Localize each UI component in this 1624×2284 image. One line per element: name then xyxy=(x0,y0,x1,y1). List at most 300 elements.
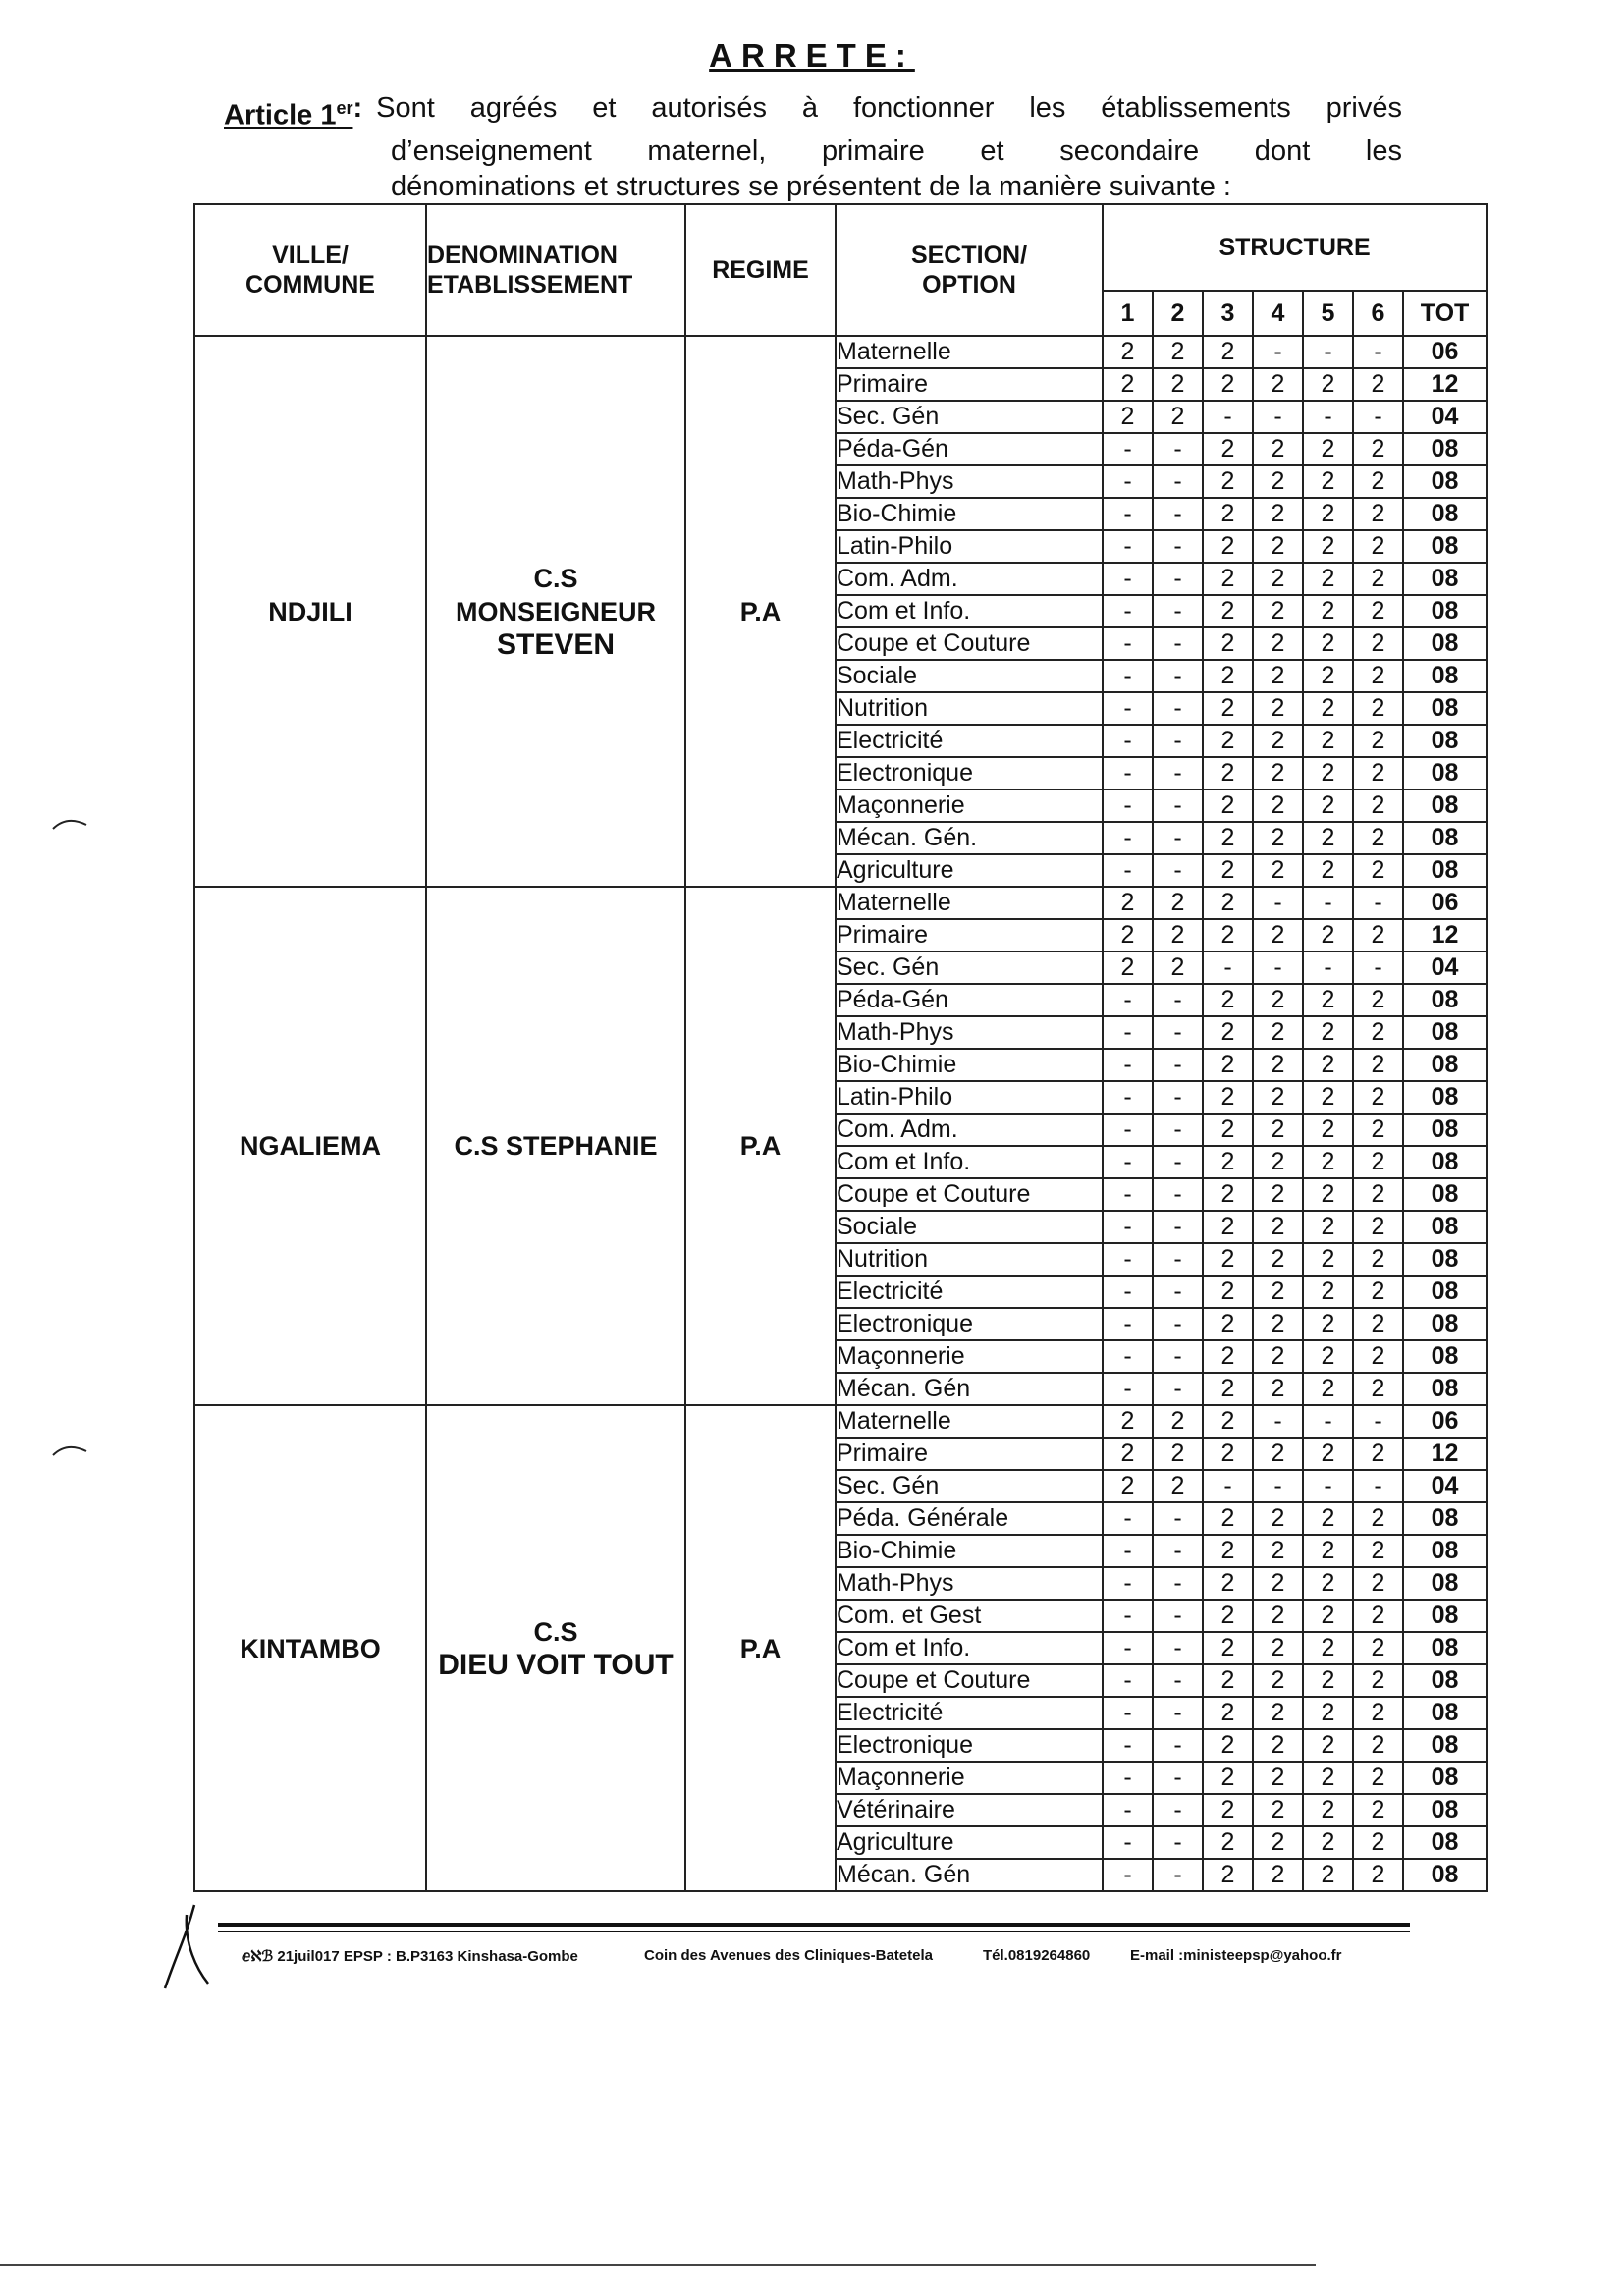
regime-cell: P.A xyxy=(685,887,836,1405)
class-value-cell: - xyxy=(1103,1049,1153,1081)
class-value-cell: - xyxy=(1103,692,1153,725)
class-value-cell: 2 xyxy=(1253,368,1303,401)
section-cell: Nutrition xyxy=(836,692,1103,725)
section-cell: Bio-Chimie xyxy=(836,1535,1103,1567)
total-cell: 08 xyxy=(1403,595,1487,627)
class-value-cell: - xyxy=(1103,1762,1153,1794)
total-cell: 04 xyxy=(1403,1470,1487,1502)
class-value-cell: 2 xyxy=(1353,1535,1403,1567)
total-cell: 08 xyxy=(1403,1664,1487,1697)
class-value-cell: 2 xyxy=(1303,1762,1353,1794)
class-value-cell: 2 xyxy=(1353,1826,1403,1859)
class-value-cell: 2 xyxy=(1203,725,1253,757)
total-cell: 08 xyxy=(1403,854,1487,887)
denomination-cell xyxy=(426,1405,685,1891)
class-value-cell: 2 xyxy=(1253,1697,1303,1729)
section-cell: Electricité xyxy=(836,725,1103,757)
class-value-cell: 2 xyxy=(1253,854,1303,887)
class-value-cell: - xyxy=(1153,822,1203,854)
class-value-cell: - xyxy=(1103,1081,1153,1114)
class-value-cell: 2 xyxy=(1253,1146,1303,1178)
class-value-cell: 2 xyxy=(1203,336,1253,368)
class-value-cell: - xyxy=(1103,1373,1153,1405)
class-value-cell: 2 xyxy=(1353,1178,1403,1211)
class-value-cell: 2 xyxy=(1303,1016,1353,1049)
footer-rule-thin xyxy=(218,1931,1410,1932)
total-cell: 08 xyxy=(1403,692,1487,725)
header-class-6: 6 xyxy=(1353,291,1403,336)
class-value-cell: 2 xyxy=(1253,984,1303,1016)
class-value-cell: - xyxy=(1103,1600,1153,1632)
class-value-cell: 2 xyxy=(1353,1762,1403,1794)
denomination-line: DIEU VOIT TOUT xyxy=(438,1648,674,1681)
class-value-cell: 2 xyxy=(1153,887,1203,919)
section-cell: Maçonnerie xyxy=(836,789,1103,822)
section-cell: Primaire xyxy=(836,919,1103,952)
class-value-cell: 2 xyxy=(1303,1600,1353,1632)
page-title: ARRETE: xyxy=(709,37,915,74)
class-value-cell: - xyxy=(1153,1697,1203,1729)
table-row xyxy=(194,336,1487,368)
class-value-cell: 2 xyxy=(1353,1567,1403,1600)
article-line-3: dénominations et structures se présentent de la manière suivante : xyxy=(391,170,1231,202)
article-label: Article 1er xyxy=(224,98,353,132)
class-value-cell: 2 xyxy=(1253,1535,1303,1567)
class-value-cell: 2 xyxy=(1253,498,1303,530)
class-value-cell: 2 xyxy=(1353,1081,1403,1114)
class-value-cell: 2 xyxy=(1303,757,1353,789)
class-value-cell: 2 xyxy=(1353,1114,1403,1146)
denomination-line: C.S xyxy=(533,563,578,593)
section-cell: Maternelle xyxy=(836,1405,1103,1438)
footer-email: E-mail :ministeepsp@yahoo.fr xyxy=(1130,1947,1342,1964)
class-value-cell: - xyxy=(1153,692,1203,725)
class-value-cell: - xyxy=(1153,660,1203,692)
class-value-cell: 2 xyxy=(1153,1438,1203,1470)
footer-phone: Tél.0819264860 xyxy=(983,1947,1091,1964)
class-value-cell: 2 xyxy=(1203,1178,1253,1211)
class-value-cell: 2 xyxy=(1303,627,1353,660)
class-value-cell: 2 xyxy=(1253,1502,1303,1535)
class-value-cell: - xyxy=(1303,887,1353,919)
class-value-cell: 2 xyxy=(1303,1632,1353,1664)
class-value-cell: 2 xyxy=(1353,789,1403,822)
class-value-cell: 2 xyxy=(1303,1340,1353,1373)
class-value-cell: 2 xyxy=(1253,1114,1303,1146)
class-value-cell: - xyxy=(1153,1794,1203,1826)
section-cell: Mécan. Gén xyxy=(836,1373,1103,1405)
ville-cell: NDJILI xyxy=(194,336,426,887)
class-value-cell: 2 xyxy=(1353,1016,1403,1049)
class-value-cell: 2 xyxy=(1203,1211,1253,1243)
class-value-cell: - xyxy=(1153,1502,1203,1535)
class-value-cell: 2 xyxy=(1303,563,1353,595)
class-value-cell: 2 xyxy=(1203,465,1253,498)
class-value-cell: 2 xyxy=(1253,1016,1303,1049)
class-value-cell: - xyxy=(1153,1081,1203,1114)
total-cell: 12 xyxy=(1403,919,1487,952)
class-value-cell: 2 xyxy=(1253,1826,1303,1859)
class-value-cell: 2 xyxy=(1203,498,1253,530)
class-value-cell: 2 xyxy=(1303,1438,1353,1470)
class-value-cell: - xyxy=(1103,1697,1153,1729)
class-value-cell: - xyxy=(1103,1276,1153,1308)
class-value-cell: - xyxy=(1153,595,1203,627)
class-value-cell: 2 xyxy=(1153,336,1203,368)
class-value-cell: 2 xyxy=(1253,789,1303,822)
total-cell: 08 xyxy=(1403,563,1487,595)
class-value-cell: 2 xyxy=(1303,854,1353,887)
class-value-cell: 2 xyxy=(1353,1146,1403,1178)
class-value-cell: 2 xyxy=(1253,1859,1303,1891)
class-value-cell: - xyxy=(1303,952,1353,984)
class-value-cell: 2 xyxy=(1353,1340,1403,1373)
ville-cell: NGALIEMA xyxy=(194,887,426,1405)
section-cell: Agriculture xyxy=(836,854,1103,887)
total-cell: 04 xyxy=(1403,952,1487,984)
class-value-cell: 2 xyxy=(1253,530,1303,563)
section-cell: Nutrition xyxy=(836,1243,1103,1276)
section-cell: Com et Info. xyxy=(836,1146,1103,1178)
class-value-cell: - xyxy=(1153,1308,1203,1340)
section-cell: Maternelle xyxy=(836,336,1103,368)
class-value-cell: 2 xyxy=(1353,757,1403,789)
article-line-1: Sont agréés et autorisés à fonctionner les établissements privés xyxy=(376,92,1402,124)
section-cell: Com. et Gest xyxy=(836,1600,1103,1632)
class-value-cell: 2 xyxy=(1303,1114,1353,1146)
total-cell: 08 xyxy=(1403,1211,1487,1243)
class-value-cell: 2 xyxy=(1253,1762,1303,1794)
class-value-cell: - xyxy=(1253,401,1303,433)
total-cell: 06 xyxy=(1403,887,1487,919)
class-value-cell: 2 xyxy=(1353,465,1403,498)
total-cell: 08 xyxy=(1403,1632,1487,1664)
class-value-cell: - xyxy=(1203,1470,1253,1502)
class-value-cell: - xyxy=(1153,984,1203,1016)
total-cell: 08 xyxy=(1403,984,1487,1016)
class-value-cell: 2 xyxy=(1203,757,1253,789)
class-value-cell: 2 xyxy=(1253,1308,1303,1340)
class-value-cell: - xyxy=(1203,401,1253,433)
class-value-cell: 2 xyxy=(1253,1600,1303,1632)
class-value-cell: 2 xyxy=(1153,952,1203,984)
class-value-cell: 2 xyxy=(1353,1276,1403,1308)
class-value-cell: - xyxy=(1353,1405,1403,1438)
total-cell: 08 xyxy=(1403,1276,1487,1308)
class-value-cell: - xyxy=(1253,952,1303,984)
total-cell: 08 xyxy=(1403,1535,1487,1567)
header-class-1: 1 xyxy=(1103,291,1153,336)
class-value-cell: 2 xyxy=(1353,595,1403,627)
class-value-cell: 2 xyxy=(1353,627,1403,660)
class-value-cell: 2 xyxy=(1103,887,1153,919)
class-value-cell: - xyxy=(1103,595,1153,627)
class-value-cell: 2 xyxy=(1203,1114,1253,1146)
class-value-cell: - xyxy=(1103,1664,1153,1697)
class-value-cell: 2 xyxy=(1253,1567,1303,1600)
class-value-cell: 2 xyxy=(1303,368,1353,401)
class-value-cell: - xyxy=(1103,1243,1153,1276)
regime-cell: P.A xyxy=(685,1405,836,1891)
class-value-cell: 2 xyxy=(1353,984,1403,1016)
class-value-cell: 2 xyxy=(1253,465,1303,498)
class-value-cell: - xyxy=(1353,887,1403,919)
total-cell: 08 xyxy=(1403,465,1487,498)
class-value-cell: 2 xyxy=(1203,1243,1253,1276)
footer-address: Coin des Avenues des Cliniques-Batetela xyxy=(644,1947,933,1964)
class-value-cell: - xyxy=(1303,1470,1353,1502)
class-value-cell: - xyxy=(1153,498,1203,530)
class-value-cell: - xyxy=(1153,1762,1203,1794)
header-class-5: 5 xyxy=(1303,291,1353,336)
class-value-cell: 2 xyxy=(1253,1340,1303,1373)
footer xyxy=(242,1947,1420,1965)
class-value-cell: 2 xyxy=(1353,1243,1403,1276)
ville-cell: KINTAMBO xyxy=(194,1405,426,1891)
class-value-cell: 2 xyxy=(1303,1049,1353,1081)
class-value-cell: 2 xyxy=(1253,563,1303,595)
class-value-cell: - xyxy=(1103,984,1153,1016)
class-value-cell: 2 xyxy=(1103,1438,1153,1470)
class-value-cell: 2 xyxy=(1303,1243,1353,1276)
section-cell: Mécan. Gén xyxy=(836,1859,1103,1891)
class-value-cell: - xyxy=(1353,1470,1403,1502)
class-value-cell: 2 xyxy=(1253,692,1303,725)
class-value-cell: 2 xyxy=(1253,1729,1303,1762)
section-cell: Com. Adm. xyxy=(836,563,1103,595)
class-value-cell: 2 xyxy=(1303,1373,1353,1405)
class-value-cell: - xyxy=(1253,1405,1303,1438)
total-cell: 08 xyxy=(1403,498,1487,530)
total-cell: 08 xyxy=(1403,1016,1487,1049)
class-value-cell: 2 xyxy=(1203,789,1253,822)
total-cell: 08 xyxy=(1403,725,1487,757)
class-value-cell: - xyxy=(1103,1178,1153,1211)
class-value-cell: 2 xyxy=(1253,1373,1303,1405)
class-value-cell: 2 xyxy=(1303,789,1353,822)
total-cell: 08 xyxy=(1403,1178,1487,1211)
class-value-cell: 2 xyxy=(1103,1405,1153,1438)
class-value-cell: 2 xyxy=(1203,595,1253,627)
total-cell: 08 xyxy=(1403,1502,1487,1535)
header-structure: STRUCTURE xyxy=(1103,204,1487,291)
section-cell: Primaire xyxy=(836,368,1103,401)
class-value-cell: - xyxy=(1103,789,1153,822)
section-cell: Vétérinaire xyxy=(836,1794,1103,1826)
class-value-cell: 2 xyxy=(1203,984,1253,1016)
class-value-cell: - xyxy=(1153,465,1203,498)
class-value-cell: - xyxy=(1253,336,1303,368)
class-value-cell: 2 xyxy=(1303,725,1353,757)
class-value-cell: 2 xyxy=(1203,822,1253,854)
class-value-cell: 2 xyxy=(1103,1470,1153,1502)
class-value-cell: - xyxy=(1153,1729,1203,1762)
header-ville: VILLE/ COMMUNE xyxy=(194,204,426,336)
class-value-cell: 2 xyxy=(1353,1859,1403,1891)
header-regime: REGIME xyxy=(685,204,836,336)
total-cell: 08 xyxy=(1403,822,1487,854)
section-cell: Coupe et Couture xyxy=(836,1664,1103,1697)
class-value-cell: 2 xyxy=(1303,1535,1353,1567)
section-cell: Electronique xyxy=(836,1308,1103,1340)
section-cell: Péda-Gén xyxy=(836,984,1103,1016)
class-value-cell: 2 xyxy=(1353,1697,1403,1729)
class-value-cell: 2 xyxy=(1203,1535,1253,1567)
class-value-cell: 2 xyxy=(1103,919,1153,952)
class-value-cell: - xyxy=(1153,1600,1203,1632)
class-value-cell: 2 xyxy=(1303,1664,1353,1697)
class-value-cell: 2 xyxy=(1203,1340,1253,1373)
class-value-cell: 2 xyxy=(1303,1794,1353,1826)
class-value-cell: 2 xyxy=(1253,1081,1303,1114)
class-value-cell: - xyxy=(1153,1567,1203,1600)
class-value-cell: 2 xyxy=(1103,401,1153,433)
class-value-cell: - xyxy=(1203,952,1253,984)
class-value-cell: 2 xyxy=(1203,1826,1253,1859)
section-cell: Com et Info. xyxy=(836,1632,1103,1664)
total-cell: 08 xyxy=(1403,1567,1487,1600)
class-value-cell: - xyxy=(1103,1567,1153,1600)
class-value-cell: 2 xyxy=(1153,401,1203,433)
denomination-line: C.S xyxy=(533,1616,578,1647)
total-cell: 08 xyxy=(1403,1762,1487,1794)
class-value-cell: 2 xyxy=(1203,660,1253,692)
total-cell: 08 xyxy=(1403,1081,1487,1114)
class-value-cell: 2 xyxy=(1203,1632,1253,1664)
class-value-cell: 2 xyxy=(1103,368,1153,401)
class-value-cell: - xyxy=(1103,1794,1153,1826)
class-value-cell: 2 xyxy=(1353,1308,1403,1340)
section-cell: Sociale xyxy=(836,1211,1103,1243)
establishments-table xyxy=(193,203,1488,1892)
class-value-cell: - xyxy=(1353,336,1403,368)
class-value-cell: - xyxy=(1153,1049,1203,1081)
class-value-cell: 2 xyxy=(1303,1211,1353,1243)
section-cell: Coupe et Couture xyxy=(836,1178,1103,1211)
class-value-cell: 2 xyxy=(1203,1146,1253,1178)
class-value-cell: 2 xyxy=(1203,1276,1253,1308)
class-value-cell: 2 xyxy=(1203,1016,1253,1049)
class-value-cell: - xyxy=(1303,336,1353,368)
class-value-cell: 2 xyxy=(1203,692,1253,725)
class-value-cell: 2 xyxy=(1353,725,1403,757)
class-value-cell: - xyxy=(1353,401,1403,433)
regime-cell: P.A xyxy=(685,336,836,887)
class-value-cell: 2 xyxy=(1303,660,1353,692)
class-value-cell: 2 xyxy=(1303,1276,1353,1308)
class-value-cell: 2 xyxy=(1253,919,1303,952)
total-cell: 12 xyxy=(1403,368,1487,401)
class-value-cell: 2 xyxy=(1203,1859,1253,1891)
class-value-cell: 2 xyxy=(1353,368,1403,401)
header-class-2: 2 xyxy=(1153,291,1203,336)
class-value-cell: - xyxy=(1103,563,1153,595)
denomination-line: C.S STEPHANIE xyxy=(454,1131,658,1161)
section-cell: Agriculture xyxy=(836,1826,1103,1859)
class-value-cell: 2 xyxy=(1253,1438,1303,1470)
class-value-cell: - xyxy=(1103,433,1153,465)
class-value-cell: 2 xyxy=(1203,1373,1253,1405)
section-cell: Electronique xyxy=(836,757,1103,789)
class-value-cell: - xyxy=(1103,660,1153,692)
table-row xyxy=(194,1405,1487,1438)
class-value-cell: - xyxy=(1153,1859,1203,1891)
total-cell: 12 xyxy=(1403,1438,1487,1470)
total-cell: 08 xyxy=(1403,433,1487,465)
total-cell: 08 xyxy=(1403,530,1487,563)
class-value-cell: 2 xyxy=(1303,1178,1353,1211)
class-value-cell: 2 xyxy=(1303,1826,1353,1859)
class-value-cell: 2 xyxy=(1253,433,1303,465)
class-value-cell: 2 xyxy=(1253,595,1303,627)
section-cell: Sociale xyxy=(836,660,1103,692)
class-value-cell: 2 xyxy=(1353,1794,1403,1826)
section-cell: Maçonnerie xyxy=(836,1340,1103,1373)
class-value-cell: 2 xyxy=(1103,952,1153,984)
class-value-cell: 2 xyxy=(1303,433,1353,465)
class-value-cell: 2 xyxy=(1303,1502,1353,1535)
section-cell: Latin-Philo xyxy=(836,530,1103,563)
class-value-cell: 2 xyxy=(1353,822,1403,854)
signature-mark xyxy=(157,1895,216,1993)
total-cell: 08 xyxy=(1403,1697,1487,1729)
class-value-cell: 2 xyxy=(1303,1859,1353,1891)
article-paragraph xyxy=(224,90,1402,204)
class-value-cell: - xyxy=(1103,1859,1153,1891)
class-value-cell: - xyxy=(1153,627,1203,660)
class-value-cell: - xyxy=(1153,1535,1203,1567)
class-value-cell: 2 xyxy=(1203,1405,1253,1438)
total-cell: 08 xyxy=(1403,1826,1487,1859)
class-value-cell: 2 xyxy=(1303,1697,1353,1729)
class-value-cell: 2 xyxy=(1303,530,1353,563)
total-cell: 08 xyxy=(1403,627,1487,660)
section-cell: Math-Phys xyxy=(836,1016,1103,1049)
class-value-cell: - xyxy=(1153,1178,1203,1211)
class-value-cell: 2 xyxy=(1253,1178,1303,1211)
class-value-cell: 2 xyxy=(1353,498,1403,530)
section-cell: Péda-Gén xyxy=(836,433,1103,465)
class-value-cell: - xyxy=(1103,822,1153,854)
class-value-cell: 2 xyxy=(1203,1697,1253,1729)
class-value-cell: - xyxy=(1153,1243,1203,1276)
class-value-cell: - xyxy=(1153,1826,1203,1859)
total-cell: 08 xyxy=(1403,1308,1487,1340)
class-value-cell: 2 xyxy=(1203,368,1253,401)
class-value-cell: - xyxy=(1153,1632,1203,1664)
section-cell: Electronique xyxy=(836,1729,1103,1762)
section-cell: Sec. Gén xyxy=(836,952,1103,984)
class-value-cell: 2 xyxy=(1353,433,1403,465)
class-value-cell: 2 xyxy=(1203,887,1253,919)
class-value-cell: 2 xyxy=(1353,1664,1403,1697)
class-value-cell: - xyxy=(1153,1211,1203,1243)
class-value-cell: 2 xyxy=(1203,1794,1253,1826)
denomination-line: MONSEIGNEUR xyxy=(455,596,657,626)
class-value-cell: - xyxy=(1103,1211,1153,1243)
class-value-cell: 2 xyxy=(1303,498,1353,530)
class-value-cell: - xyxy=(1103,1502,1153,1535)
class-value-cell: - xyxy=(1153,563,1203,595)
class-value-cell: - xyxy=(1153,530,1203,563)
class-value-cell: 2 xyxy=(1303,919,1353,952)
class-value-cell: 2 xyxy=(1253,1632,1303,1664)
class-value-cell: 2 xyxy=(1253,725,1303,757)
class-value-cell: 2 xyxy=(1103,336,1153,368)
footer-rule xyxy=(218,1923,1410,1927)
class-value-cell: 2 xyxy=(1303,1567,1353,1600)
class-value-cell: 2 xyxy=(1353,919,1403,952)
